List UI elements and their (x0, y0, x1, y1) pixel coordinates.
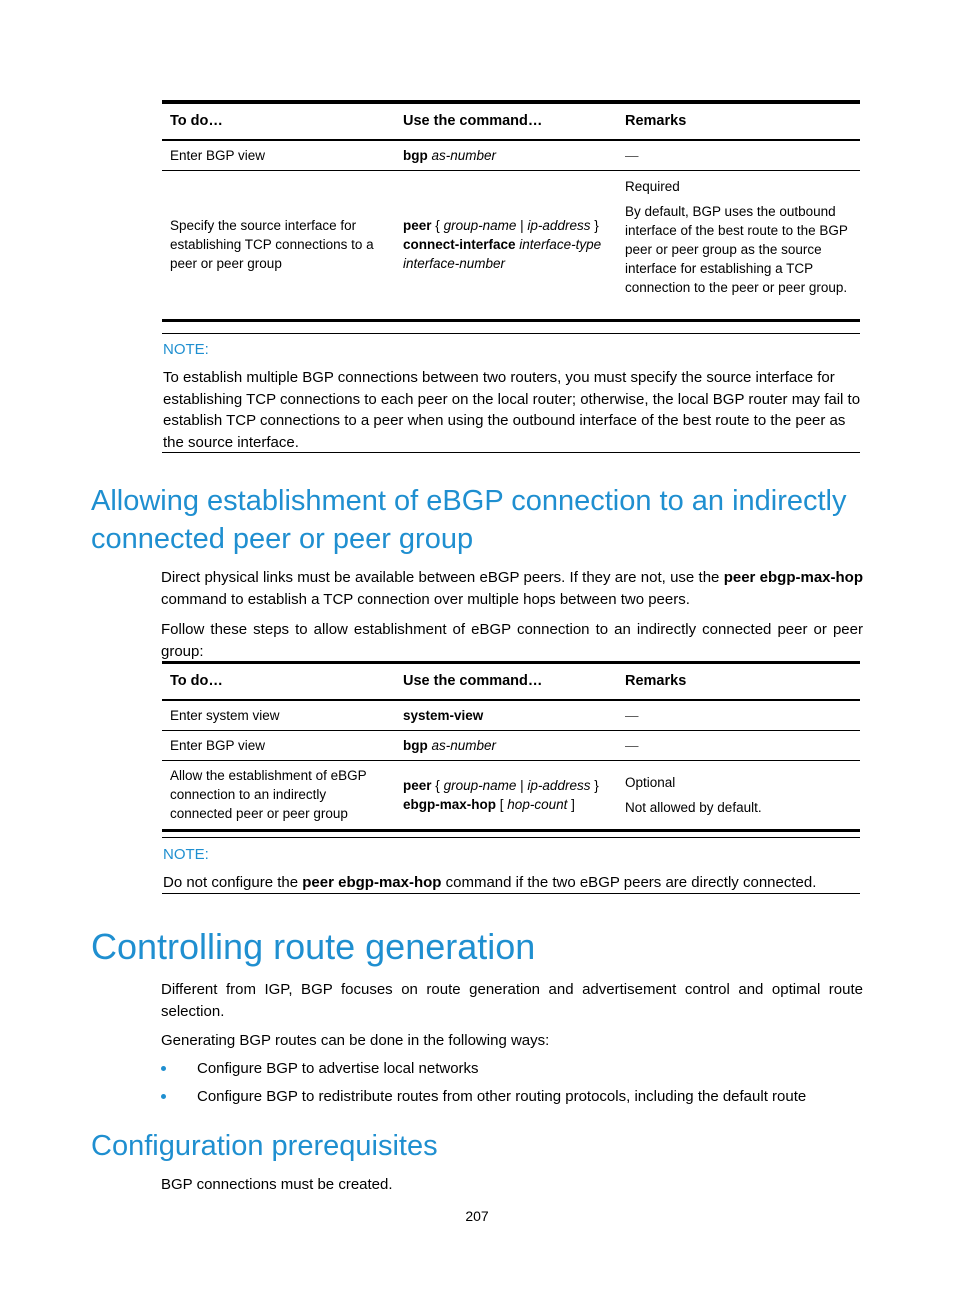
note-text: To establish multiple BGP connections between two routers, you must specify the source interface for establishing TCP connections to each peer on the local router; otherwise, the local BGP router may fail to establish TCP connections to a peer when using the outbound interface of the best route to the peer as the source interface. (163, 369, 861, 451)
bullet-icon (161, 1066, 166, 1071)
todo-cell: Enter system view (162, 700, 395, 730)
remark-cell: Required By default, BGP uses the outbound interface of the best route to the BGP peer or peer group as the source interface for establishing a TCP connection to the peer or peer group. (617, 170, 860, 320)
chapter-heading: Controlling route generation (91, 926, 536, 967)
paragraph: Different from IGP, BGP focuses on route generation and advertisement control and optimal route selection. (161, 981, 863, 1020)
remark-cell: Optional Not allowed by default. (617, 760, 860, 830)
todo-cell: Enter BGP view (162, 730, 395, 760)
paragraph: Follow these steps to allow establishment of eBGP connection to an indirectly connected peer or peer group: (161, 621, 863, 660)
paragraph: Direct physical links must be available between eBGP peers. If they are not, use the peer ebgp-max-hop command to establish a TCP connection over multiple hops between two peers. (161, 569, 863, 608)
col-header-command: Use the command… (395, 102, 617, 140)
bullet-icon (161, 1094, 166, 1099)
command-table-2 (162, 661, 860, 832)
table-row (162, 170, 860, 320)
command-cell: peer { group-name | ip-address } ebgp-max-hop [ hop-count ] (395, 760, 617, 830)
remark-cell: — (617, 700, 860, 730)
table-row (162, 140, 860, 170)
todo-cell: Specify the source interface for establishing TCP connections to a peer or peer group (162, 170, 395, 320)
col-header-command: Use the command… (395, 663, 617, 701)
command-table-1 (162, 100, 860, 322)
remark-cell: — (617, 730, 860, 760)
note-text: Do not configure the peer ebgp-max-hop command if the two eBGP peers are directly connected. (163, 874, 817, 891)
table-row (162, 730, 860, 760)
col-header-todo: To do… (162, 663, 395, 701)
command-cell: system-view (395, 700, 617, 730)
col-header-todo: To do… (162, 102, 395, 140)
table-row (162, 760, 860, 830)
col-header-remarks: Remarks (617, 102, 860, 140)
note-divider (162, 452, 860, 453)
command-cell: bgp as-number (395, 140, 617, 170)
command-cell: bgp as-number (395, 730, 617, 760)
table-header (162, 102, 860, 140)
table-header (162, 663, 860, 701)
table-row (162, 700, 860, 730)
col-header-remarks: Remarks (617, 663, 860, 701)
section-heading: Allowing establishment of eBGP connection to an indirectly connected peer or peer group (91, 485, 847, 555)
section-heading: Configuration prerequisites (91, 1130, 438, 1162)
todo-cell: Allow the establishment of eBGP connection to an indirectly connected peer or peer group (162, 760, 395, 830)
command-cell: peer { group-name | ip-address } connect-interface interface-type interface-number (395, 170, 617, 320)
note-divider (162, 837, 860, 838)
todo-cell: Enter BGP view (162, 140, 395, 170)
paragraph: Generating BGP routes can be done in the following ways: (161, 1032, 550, 1049)
note-divider (162, 893, 860, 894)
note-divider (162, 333, 860, 334)
note-label: NOTE: (163, 341, 209, 358)
paragraph: BGP connections must be created. (161, 1176, 393, 1193)
note-label: NOTE: (163, 846, 209, 863)
page-number: 207 (465, 1208, 489, 1224)
remark-cell: — (617, 140, 860, 170)
